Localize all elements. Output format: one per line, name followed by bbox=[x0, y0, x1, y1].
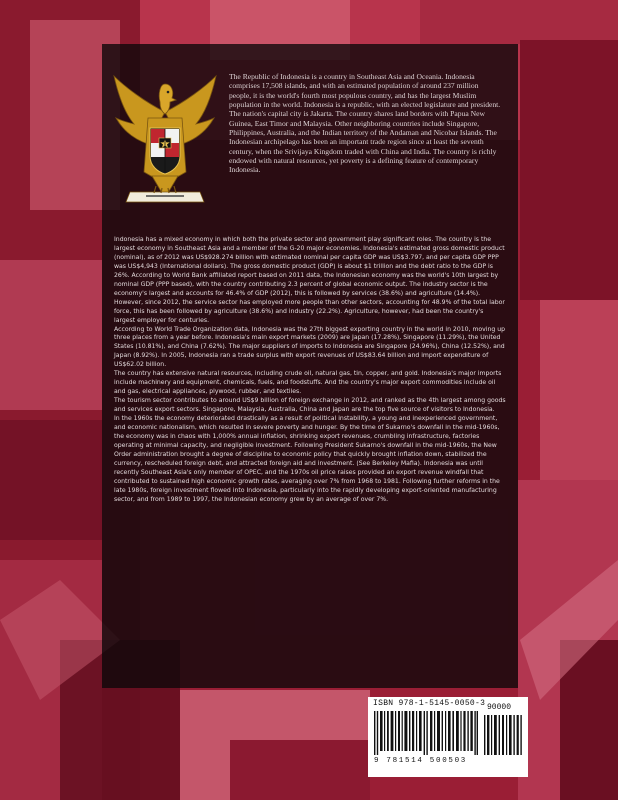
barcode-bars-icon bbox=[374, 711, 478, 755]
addon-digits: 90000 bbox=[487, 703, 512, 712]
barcode-digits: 9 781514 500503 bbox=[374, 757, 468, 765]
paragraph-trade: According to World Trade Organization data, Indonesia was the 27th biggest exporting country in the world in 2010, moving up three places from a year before. Indonesia's main export markets (2009) are Japan (17.28%), Singapore (11.29%), the United States (10.81%), and China (7.62%). The major suppliers of imports to Indonesia are Singapore (24.96%), China (12.52%), and Japan (8.92%). In 2005, Indonesia ran a trade surplus with export revenues of US$83.64 billion and import expenditure of US$62.02 billion. bbox=[114, 325, 506, 369]
paragraph-tourism: The tourism sector contributes to around US$9 billion of foreign exchange in 2012, and ranked as the 4th largest among goods and services export sectors. Singapore, Malaysia, Australia, China and Japan are the top five source of visitors to Indonesia. bbox=[114, 397, 506, 414]
addon-barcode-bars-icon bbox=[484, 715, 522, 755]
garuda-pancasila-emblem-icon bbox=[110, 72, 220, 210]
isbn-label: ISBN 978-1-5145-0050-3 bbox=[373, 699, 486, 708]
body-text bbox=[114, 236, 506, 505]
intro-paragraph: The Republic of Indonesia is a country in Southeast Asia and Oceania. Indonesia comprises 17,508 islands, and with an estimated population of around 237 million people, it is the world's fourth most populous country, and has the largest Muslim population in the world. Indonesia is a republic, with an elected legislature and president. The nation's capital city is Jakarta. The country shares land borders with Papua New Guinea, East Timor and Malaysia. Other neighboring countries include Singapore, Philippines, Australia, and the Indian territory of the Andaman and Nicobar Islands. The Indonesian archipelago has been an important trade region since at least the seventh century, when the Srivijaya Kingdom traded with China and India. The country is richly endowed with natural resources, yet poverty is a defining feature of contemporary Indonesia. bbox=[229, 72, 501, 175]
paragraph-resources: The country has extensive natural resources, including crude oil, natural gas, tin, copper, and gold. Indonesia's major imports include machinery and equipment, chemicals, fuels, and foodstuffs. And the country's major export commodities include oil and gas, electrical appliances, plywood, rubber, and textiles. bbox=[114, 370, 502, 396]
paragraph-history: In the 1960s the economy deteriorated drastically as a result of political instability, a young and inexperienced government, and economic nationalism, which resulted in severe poverty and hunger. By the time of Sukarno's downfall in the mid-1960s, the economy was in chaos with 1,000% annual inflation, shrinking export revenues, crumbling infrastructure, factories operating at minimal capacity, and negligible investment. Following President Sukarno's downfall in the mid-1960s, the New Order administration brought a degree of discipline to economic policy that quickly brought inflation down, stabilized the currency, rescheduled foreign debt, and attracted foreign aid and investment. (See Berkeley Mafia). Indonesia was until recently Southeast Asia's only member of OPEC, and the 1970s oil price raises provided an export revenue windfall that contributed to sustained high economic growth rates, averaging over 7% from 1968 to 1981. Following further reforms in the late 1980s, foreign investment flowed into Indonesia, particularly into the rapidly developing export-oriented manufacturing sector, and from 1989 to 1997, the Indonesian economy grew by an average of over 7%. bbox=[114, 415, 500, 503]
paragraph-economy: Indonesia has a mixed economy in which both the private sector and government play significant roles. The country is the largest economy in Southeast Asia and a member of the G-20 major economies. Indonesia's estimated gross domestic product (nominal), as of 2012 was US$928.274 billion with estimated nominal per capita GDP was US$3.797, and per capita GDP PPP was US$4,943 (International dollars). The gross domestic product (GDP) is about $1 trillion and the debt ratio to the GDP is 26%. According to World Bank affiliated report based on 2011 data, the Indonesian economy was the world's 10th largest by nominal GDP (PPP based), with the country contributing 2.3 percent of global economic output. The industry sector is the economy's largest and accounts for 46.4% of GDP (2012), this is followed by services (38.6%) and agriculture (14.4%). However, since 2012, the service sector has employed more people than other sectors, accounting for 48.9% of the total labor force, this has been followed by agriculture (38.6%) and industry (22.2%). Agriculture, however, had been the country's largest employer for centuries. bbox=[114, 236, 505, 324]
